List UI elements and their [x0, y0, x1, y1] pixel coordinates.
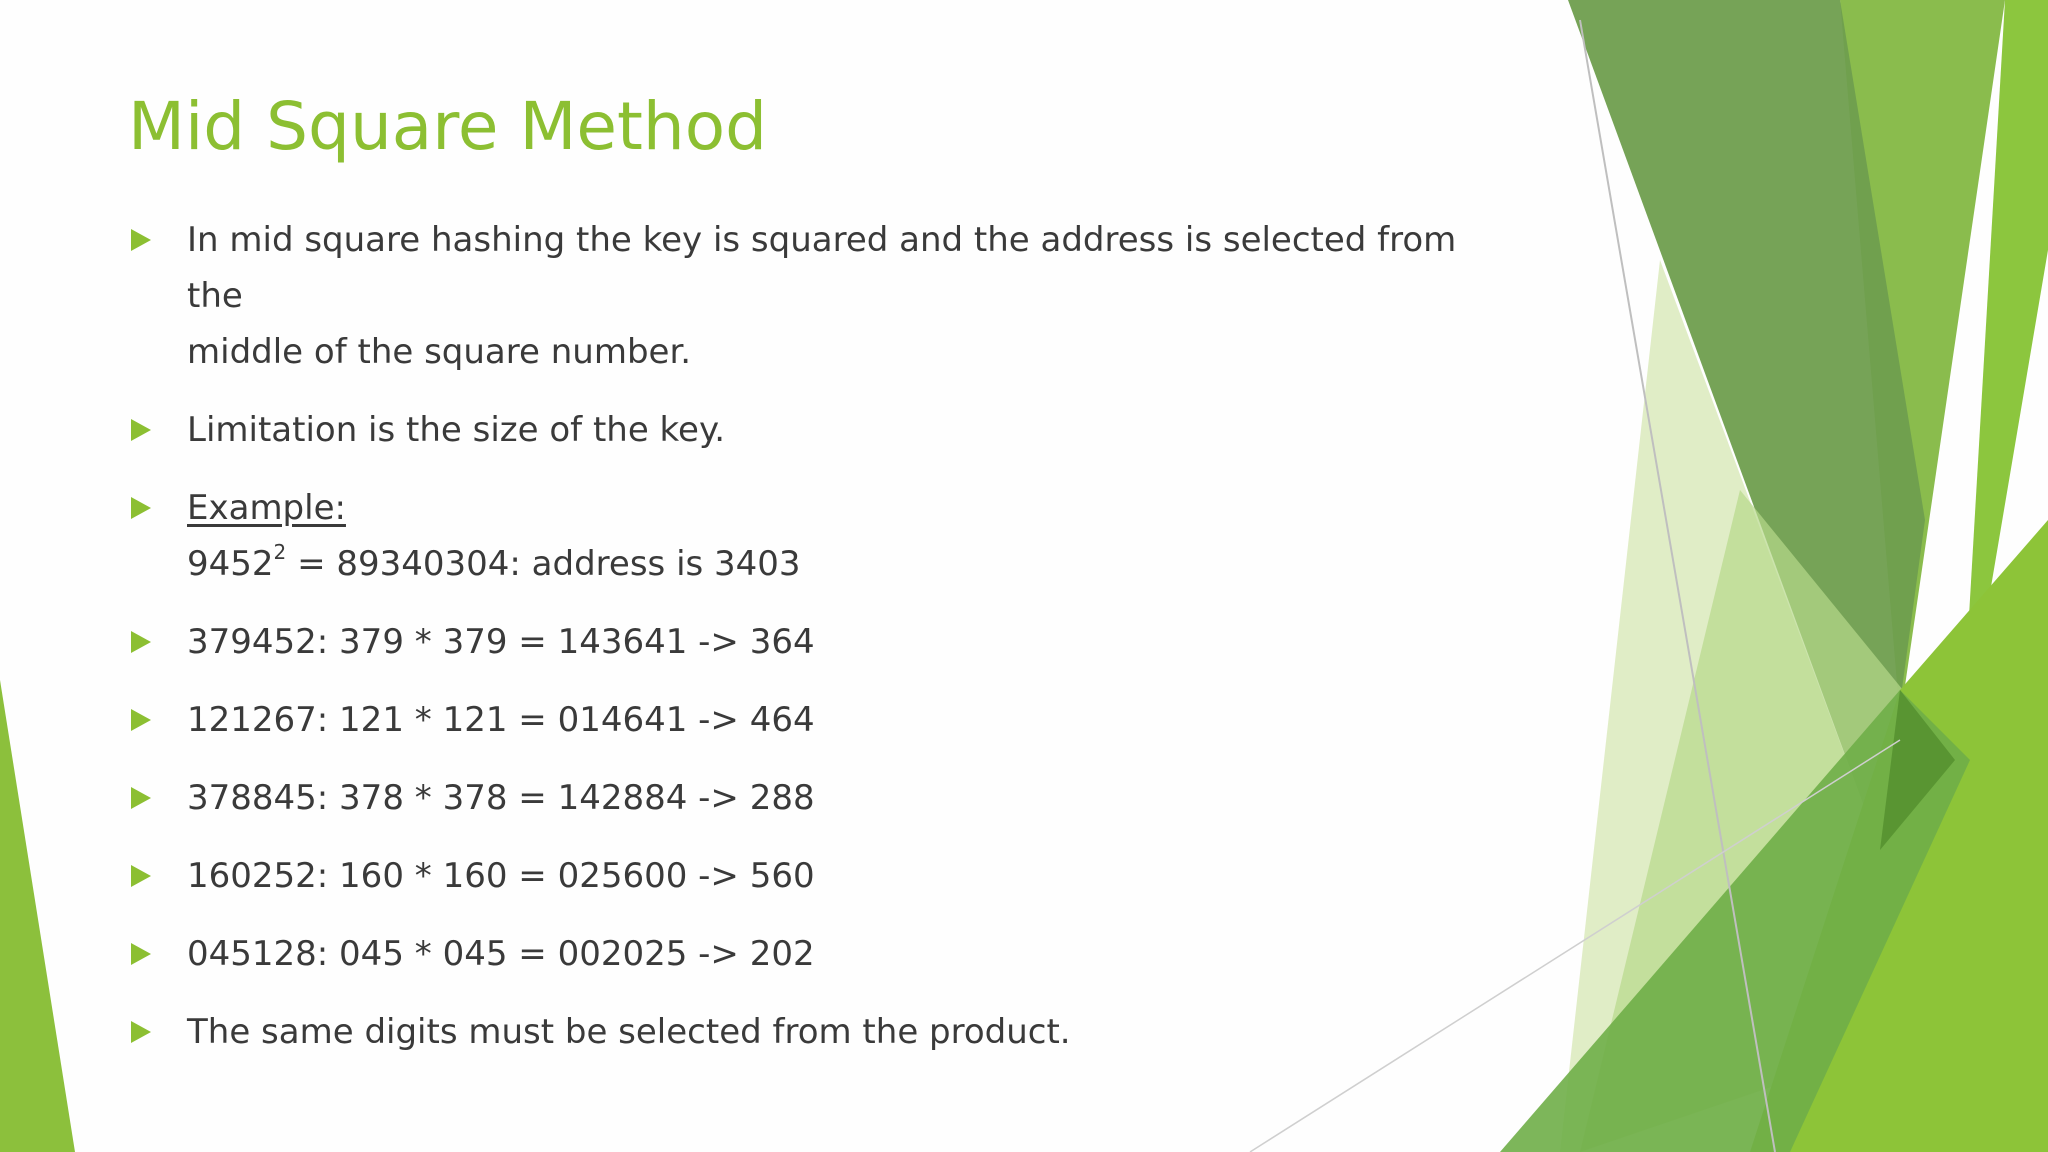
- triangle-right-icon: [131, 787, 151, 809]
- example-heading: Example:: [187, 488, 346, 528]
- bullet-item: [128, 402, 1508, 458]
- bullet-item: [128, 926, 1508, 982]
- triangle-right-icon: [131, 497, 151, 519]
- bullet-text: The same digits must be selected from the product.: [187, 1012, 1071, 1052]
- bullet-text: 045128: 045 * 045 = 002025 -> 202: [187, 934, 815, 974]
- bullet-item: [128, 770, 1508, 826]
- bullet-item: [128, 480, 1508, 592]
- bullet-text: 379452: 379 * 379 = 143641 -> 364: [187, 622, 815, 662]
- triangle-right-icon: [131, 943, 151, 965]
- triangle-right-icon: [131, 865, 151, 887]
- triangle-right-icon: [131, 1021, 151, 1043]
- bullet-text: 378845: 378 * 378 = 142884 -> 288: [187, 778, 815, 818]
- example-exponent: 2: [273, 539, 287, 564]
- example-result: = 89340304: address is 3403: [286, 544, 801, 584]
- bullet-item: [128, 1004, 1508, 1060]
- bullet-item: [128, 212, 1508, 380]
- triangle-right-icon: [131, 631, 151, 653]
- triangle-right-icon: [131, 709, 151, 731]
- bullet-list: [128, 212, 1508, 1082]
- triangle-right-icon: [131, 229, 151, 251]
- bullet-text: Limitation is the size of the key.: [187, 410, 726, 450]
- bullet-text-line: middle of the square number.: [187, 332, 692, 372]
- bullet-item: [128, 692, 1508, 748]
- bullet-text: 121267: 121 * 121 = 014641 -> 464: [187, 700, 815, 740]
- bullet-item: [128, 614, 1508, 670]
- bullet-text-line: In mid square hashing the key is squared and the address is selected from the: [187, 220, 1457, 316]
- bullet-text: 160252: 160 * 160 = 025600 -> 560: [187, 856, 815, 896]
- triangle-right-icon: [131, 419, 151, 441]
- slide-title: Mid Square Method: [128, 88, 768, 165]
- example-base: 9452: [187, 544, 274, 584]
- left-green-sliver: [0, 680, 75, 1152]
- bullet-item: [128, 848, 1508, 904]
- example-equation: [187, 536, 1508, 592]
